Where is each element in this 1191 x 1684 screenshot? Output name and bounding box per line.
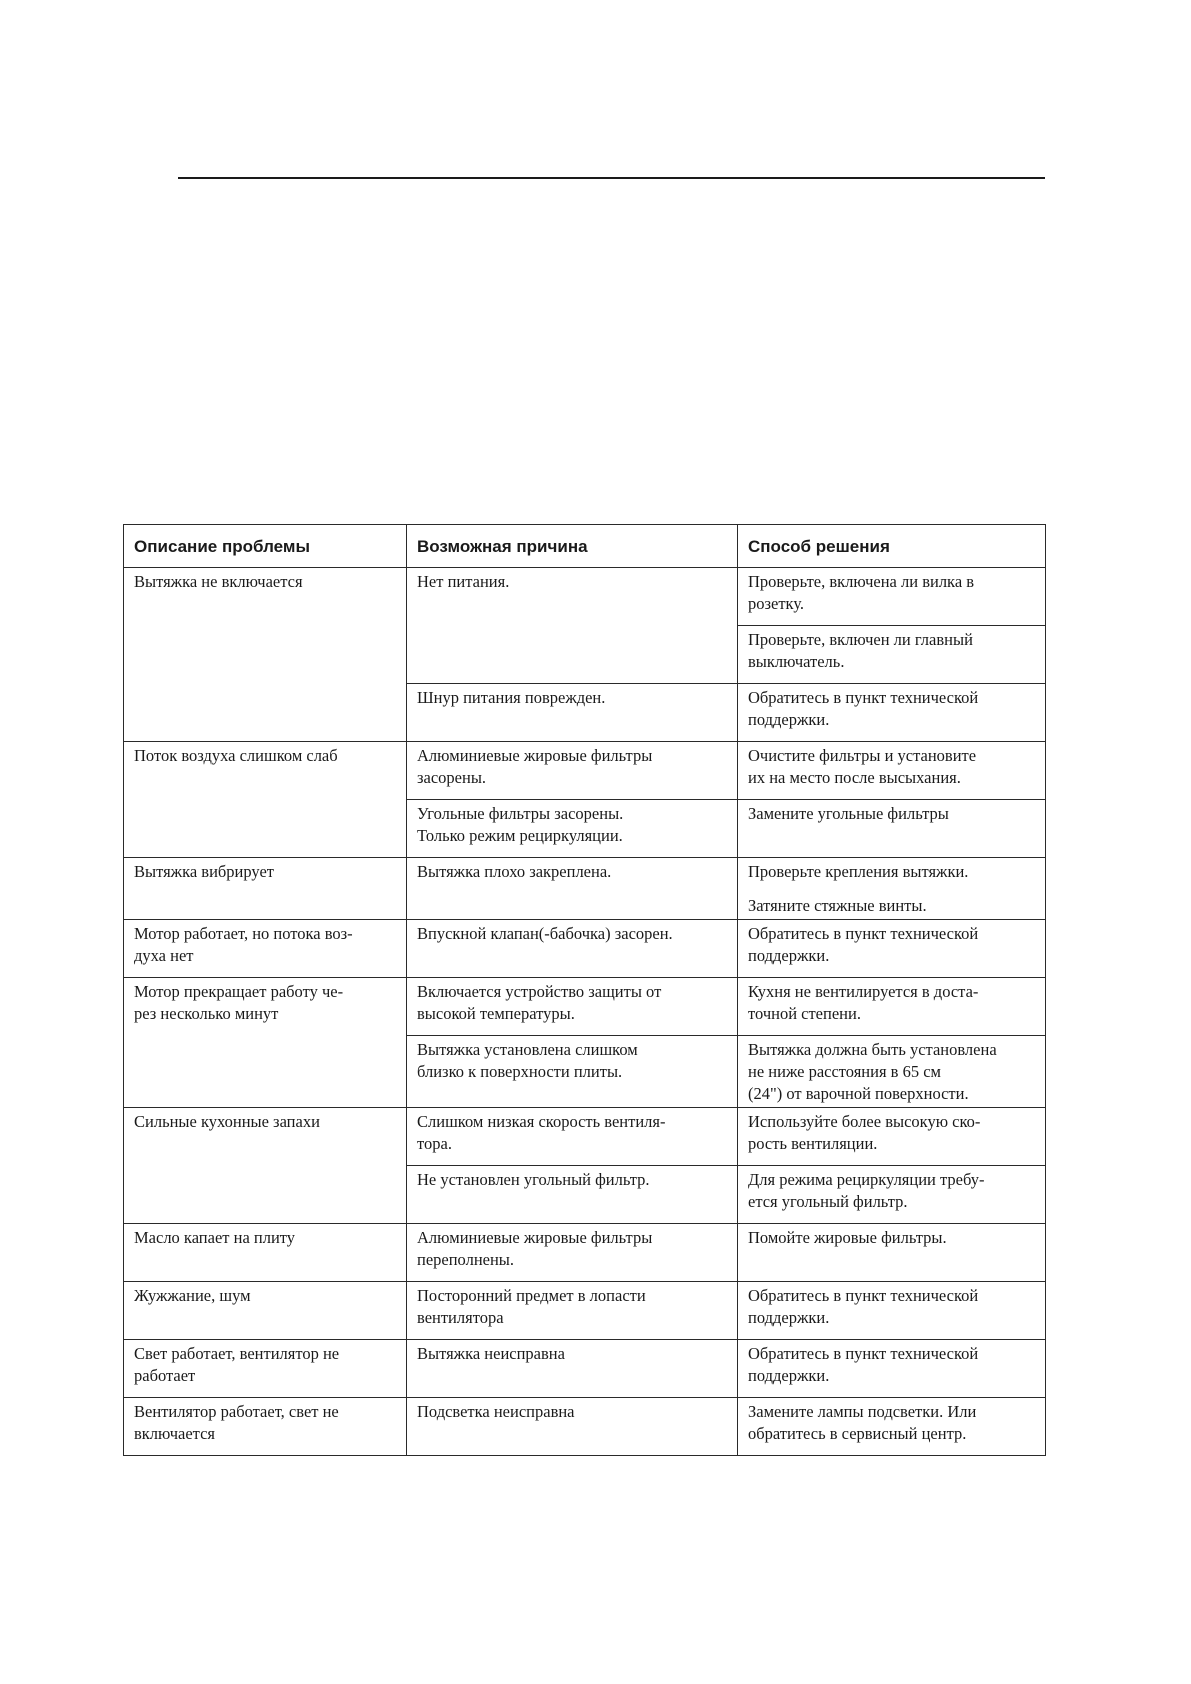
solution-cell: Помойте жировые фильтры.	[738, 1224, 1046, 1282]
header-cause: Возможная причина	[407, 525, 738, 568]
header-solution: Способ решения	[738, 525, 1046, 568]
problem-cell: Свет работает, вентилятор не работает	[124, 1340, 407, 1398]
table-row	[124, 1108, 1046, 1166]
table-row	[124, 920, 1046, 978]
solution-cell: Замените лампы подсветки. Или обратитесь в сервисный центр.	[738, 1398, 1046, 1456]
solution-line: Проверьте крепления вытяжки.	[748, 862, 969, 881]
solution-cell: Для режима рециркуляции требу- ется угольный фильтр.	[738, 1166, 1046, 1224]
solution-cell	[738, 858, 1046, 920]
problem-cell: Вытяжка вибрирует	[124, 858, 407, 920]
problem-cell: Сильные кухонные запахи	[124, 1108, 407, 1224]
solution-cell: Обратитесь в пункт технической поддержки.	[738, 684, 1046, 742]
cause-cell: Включается устройство защиты от высокой температуры.	[407, 978, 738, 1036]
cause-cell: Подсветка неисправна	[407, 1398, 738, 1456]
table-row	[124, 1340, 1046, 1398]
solution-cell: Вытяжка должна быть установлена не ниже расстояния в 65 см (24") от варочной поверхности.	[738, 1036, 1046, 1108]
problem-cell: Мотор прекращает работу че- рез несколько минут	[124, 978, 407, 1108]
cause-cell: Вытяжка неисправна	[407, 1340, 738, 1398]
cause-cell: Вытяжка плохо закреплена.	[407, 858, 738, 920]
solution-cell: Замените угольные фильтры	[738, 800, 1046, 858]
solution-cell: Обратитесь в пункт технической поддержки.	[738, 920, 1046, 978]
top-rule	[178, 177, 1045, 179]
solution-cell: Проверьте, включен ли главный выключатель.	[738, 626, 1046, 684]
solution-cell: Обратитесь в пункт технической поддержки.	[738, 1282, 1046, 1340]
table-body	[124, 568, 1046, 1456]
table-row	[124, 568, 1046, 626]
problem-cell: Жужжание, шум	[124, 1282, 407, 1340]
problem-cell: Мотор работает, но потока воз- духа нет	[124, 920, 407, 978]
cause-cell: Угольные фильтры засорены. Только режим рециркуляции.	[407, 800, 738, 858]
solution-cell: Используйте более высокую ско- рость вентиляции.	[738, 1108, 1046, 1166]
cause-cell: Не установлен угольный фильтр.	[407, 1166, 738, 1224]
solution-cell: Кухня не вентилируется в доста- точной степени.	[738, 978, 1046, 1036]
cause-cell: Алюминиевые жировые фильтры засорены.	[407, 742, 738, 800]
table-row	[124, 858, 1046, 920]
problem-cell: Поток воздуха слишком слаб	[124, 742, 407, 858]
solution-cell: Проверьте, включена ли вилка в розетку.	[738, 568, 1046, 626]
table-row	[124, 978, 1046, 1036]
troubleshooting-table	[123, 524, 1046, 1456]
table-header-row	[124, 525, 1046, 568]
table-row	[124, 1282, 1046, 1340]
problem-cell: Масло капает на плиту	[124, 1224, 407, 1282]
cause-cell: Шнур питания поврежден.	[407, 684, 738, 742]
table-row	[124, 1398, 1046, 1456]
solution-cell: Очистите фильтры и установите их на место после высыхания.	[738, 742, 1046, 800]
cause-cell: Впускной клапан(-бабочка) засорен.	[407, 920, 738, 978]
table-row	[124, 742, 1046, 800]
solution-line: Затяните стяжные винты.	[748, 896, 927, 915]
solution-cell: Обратитесь в пункт технической поддержки.	[738, 1340, 1046, 1398]
table-row	[124, 1224, 1046, 1282]
header-problem: Описание проблемы	[124, 525, 407, 568]
problem-cell: Вытяжка не включается	[124, 568, 407, 742]
problem-cell: Вентилятор работает, свет не включается	[124, 1398, 407, 1456]
cause-cell: Вытяжка установлена слишком близко к поверхности плиты.	[407, 1036, 738, 1108]
cause-cell: Алюминиевые жировые фильтры переполнены.	[407, 1224, 738, 1282]
cause-cell: Слишком низкая скорость вентиля- тора.	[407, 1108, 738, 1166]
cause-cell: Посторонний предмет в лопасти вентилятора	[407, 1282, 738, 1340]
cause-cell: Нет питания.	[407, 568, 738, 684]
